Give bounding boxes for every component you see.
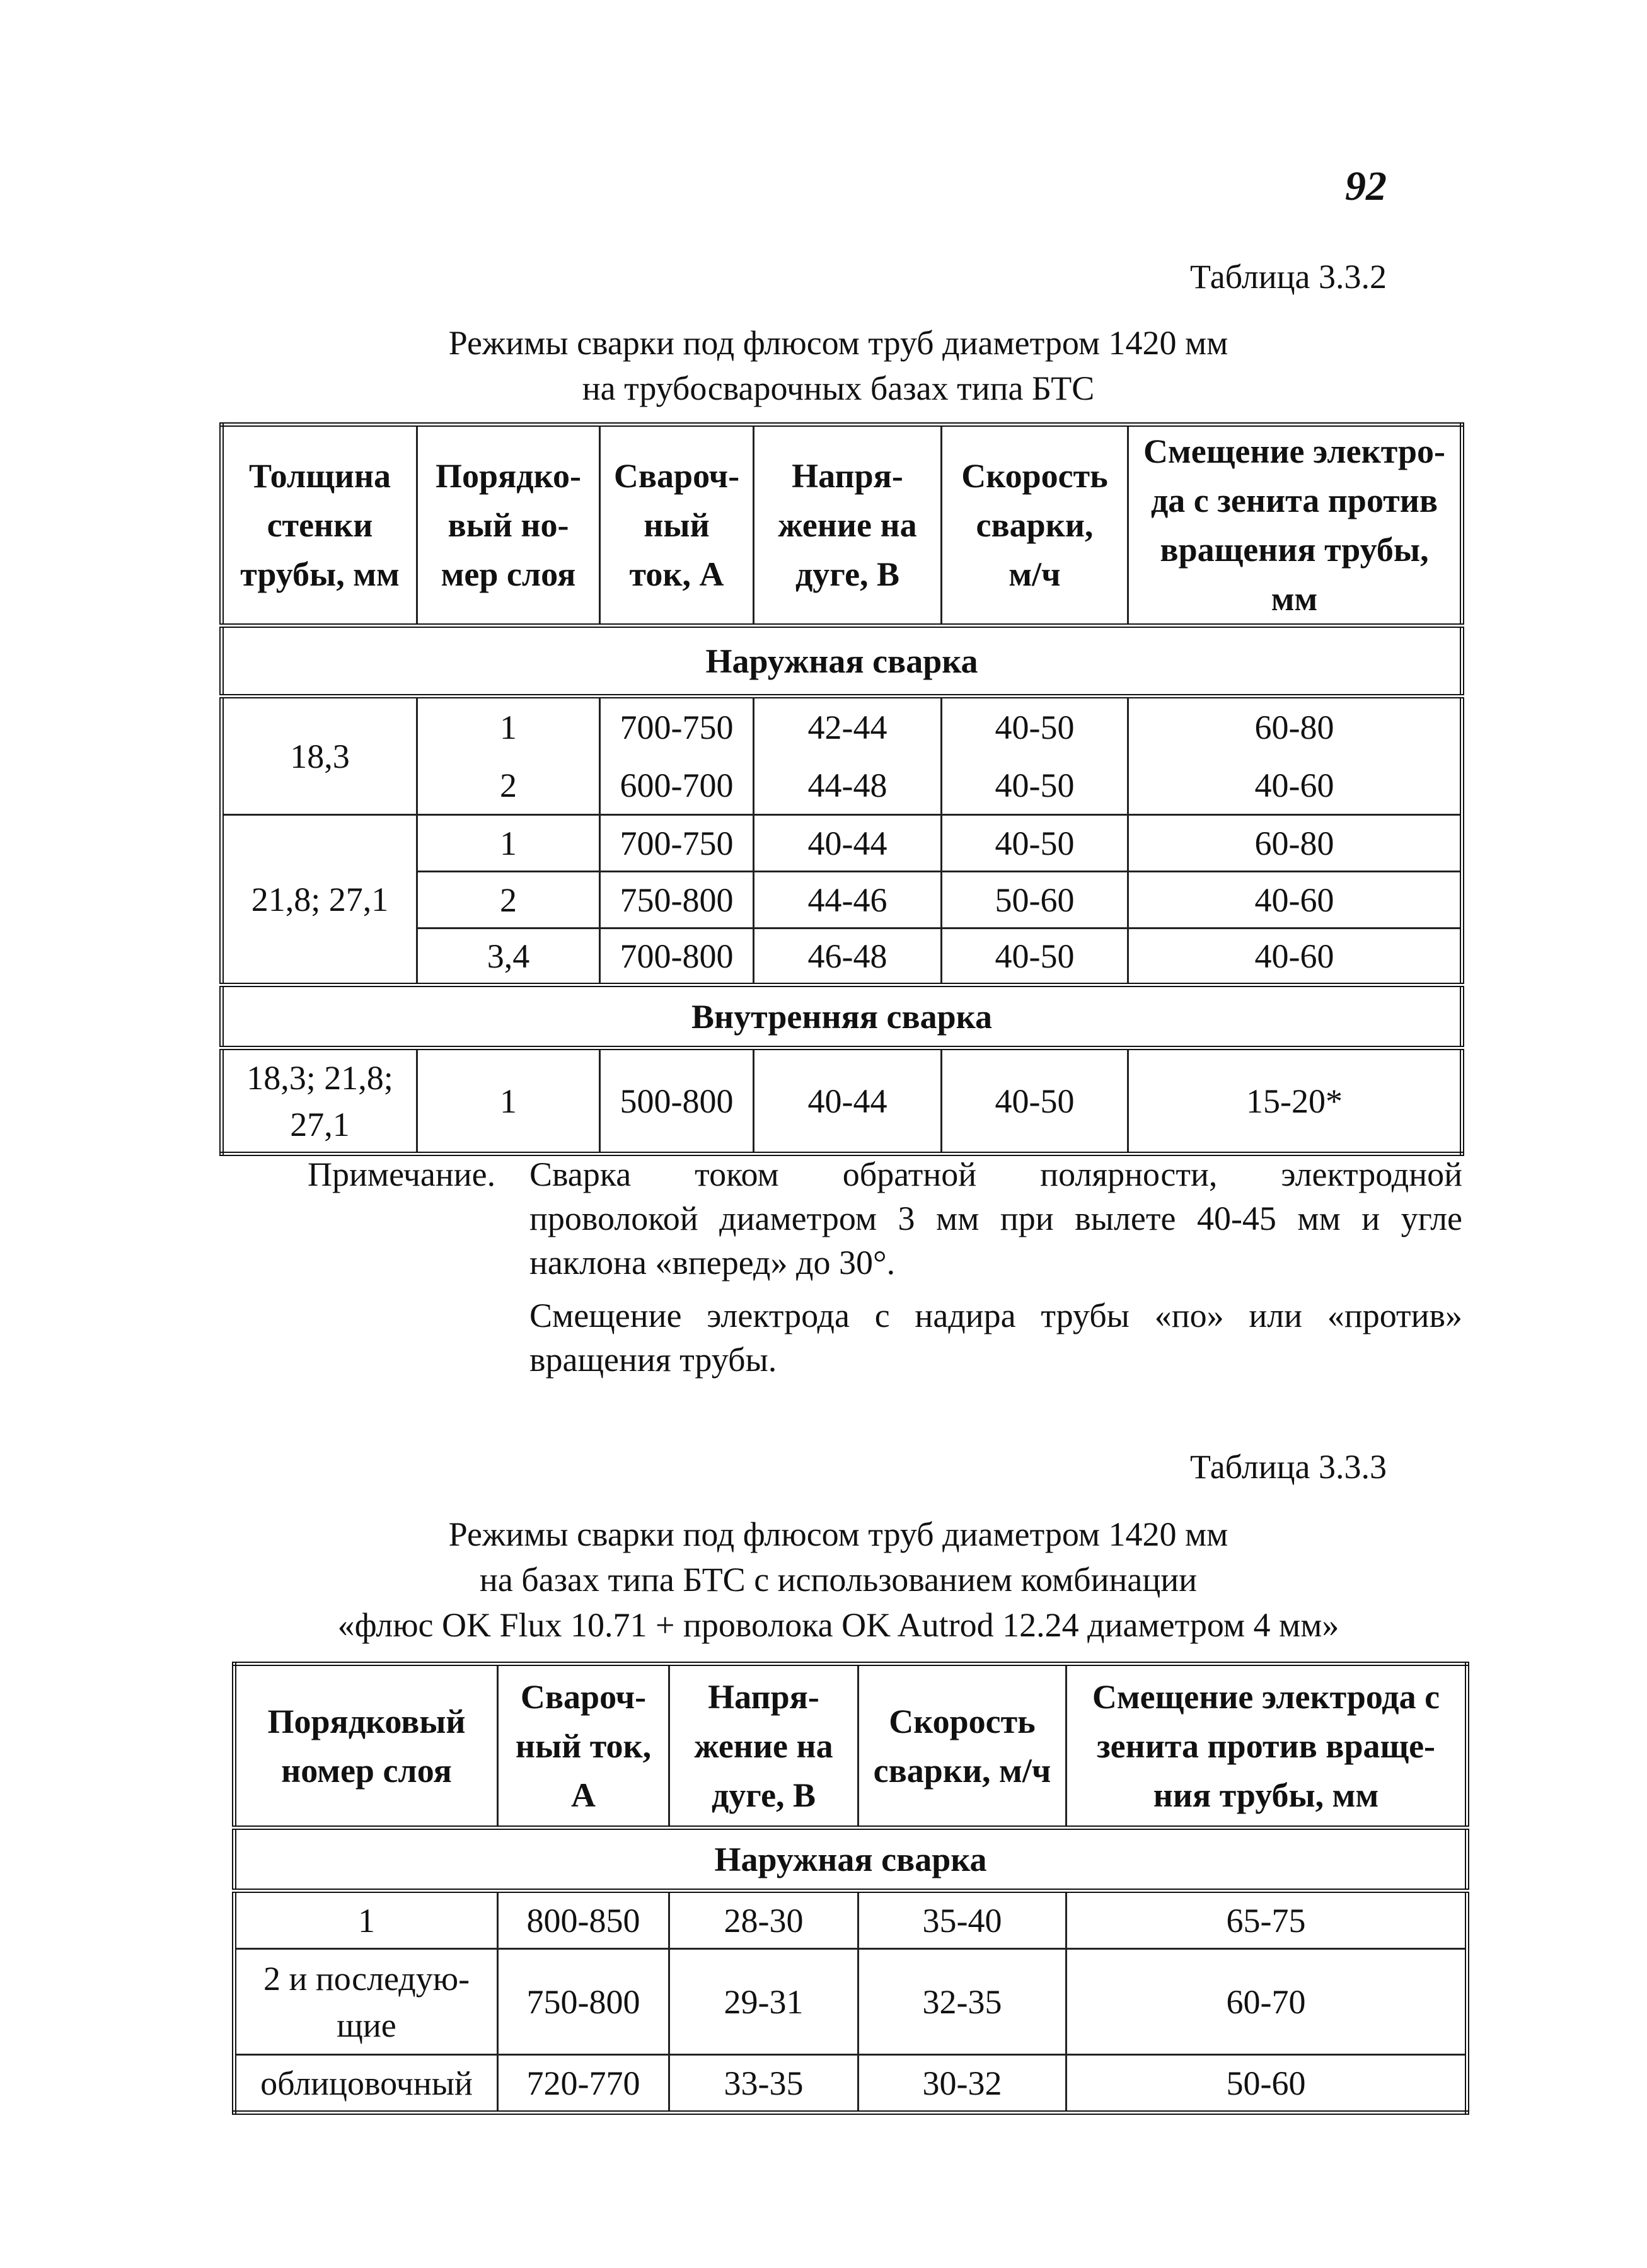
voltage-cell: 40-44 (754, 1048, 942, 1154)
speed-cell: 40-50 (942, 697, 1128, 757)
layer-cell: 2 (417, 757, 600, 815)
table-row (234, 1891, 1467, 1949)
speed-cell: 32-35 (858, 1949, 1066, 2055)
speed-cell: 40-50 (942, 1048, 1128, 1154)
header-row (234, 1664, 1467, 1828)
offset-cell: 60-80 (1128, 815, 1462, 872)
table-label: Таблица 3.3.3 (1190, 1448, 1387, 1486)
layer-cell: 1 (417, 697, 600, 757)
section-row (222, 626, 1462, 697)
offset-cell: 50-60 (1066, 2055, 1467, 2113)
column-header: Свароч- ный ток, А (600, 425, 754, 626)
layer-cell: 2 (417, 872, 600, 929)
layer-cell: 2 и последую- щие (234, 1949, 498, 2055)
current-cell: 700-750 (600, 697, 754, 757)
caption-line: на трубосварочных базах типа БТС (582, 369, 1095, 407)
offset-cell: 40-60 (1128, 929, 1462, 985)
welding-modes-table-2 (232, 1662, 1469, 2115)
caption-line: на базах типа БТС с использованием комбинации (479, 1561, 1198, 1599)
layer-cell: 1 (417, 815, 600, 872)
column-header: Порядко- вый но- мер слоя (417, 425, 600, 626)
section-row (222, 985, 1462, 1048)
note-line: вращения трубы. (529, 1341, 777, 1379)
table-row (222, 1048, 1462, 1154)
page-number: 92 (1345, 163, 1387, 209)
voltage-cell: 44-46 (754, 872, 942, 929)
caption-line: Режимы сварки под флюсом труб диаметром 1420 мм (448, 1515, 1228, 1553)
current-cell: 720-770 (498, 2055, 669, 2113)
table-row (234, 1949, 1467, 2055)
current-cell: 750-800 (498, 1949, 669, 2055)
offset-cell: 40-60 (1128, 872, 1462, 929)
column-header: Скорость сварки, м/ч (858, 1664, 1066, 1828)
current-cell: 500-800 (600, 1048, 754, 1154)
voltage-cell: 44-48 (754, 757, 942, 815)
current-cell: 750-800 (600, 872, 754, 929)
column-header: Толщина стенки трубы, мм (222, 425, 417, 626)
voltage-cell: 28-30 (669, 1891, 858, 1949)
speed-cell: 40-50 (942, 815, 1128, 872)
note-label: Примечание. (308, 1155, 496, 1193)
voltage-cell: 29-31 (669, 1949, 858, 2055)
speed-cell: 40-50 (942, 929, 1128, 985)
thickness-cell: 18,3 (222, 697, 417, 815)
table-label: Таблица 3.3.2 (1190, 258, 1387, 296)
offset-cell: 65-75 (1066, 1891, 1467, 1949)
layer-cell: 1 (234, 1891, 498, 1949)
caption-line: «флюс OK Flux 10.71 + проволока OK Autrod 12.24 диаметром 4 мм» (337, 1606, 1339, 1644)
thickness-cell: 21,8; 27,1 (222, 815, 417, 985)
thickness-cell: 18,3; 21,8; 27,1 (222, 1048, 417, 1154)
offset-cell: 15-20* (1128, 1048, 1462, 1154)
column-header: Смещение электро- да с зенита против вращения трубы, мм (1128, 425, 1462, 626)
header-row (222, 425, 1462, 626)
section-title: Наружная сварка (222, 626, 1462, 697)
section-title: Внутренняя сварка (222, 985, 1462, 1048)
column-header: Свароч- ный ток, А (498, 1664, 669, 1828)
welding-modes-table-1 (219, 422, 1464, 1156)
voltage-cell: 42-44 (754, 697, 942, 757)
note-line: Смещение электрода с надира трубы «по» или «против» (529, 1297, 1462, 1334)
offset-cell: 40-60 (1128, 757, 1462, 815)
section-row (234, 1828, 1467, 1891)
voltage-cell: 40-44 (754, 815, 942, 872)
offset-cell: 60-70 (1066, 1949, 1467, 2055)
layer-cell: 3,4 (417, 929, 600, 985)
table-caption (189, 1512, 1488, 1648)
voltage-cell: 46-48 (754, 929, 942, 985)
speed-cell: 40-50 (942, 757, 1128, 815)
current-cell: 700-800 (600, 929, 754, 985)
note-line: проволокой диаметром 3 мм при вылете 40-45 мм и угле (529, 1200, 1462, 1237)
section-title: Наружная сварка (234, 1828, 1467, 1891)
voltage-cell: 33-35 (669, 2055, 858, 2113)
table-row (234, 2055, 1467, 2113)
offset-cell: 60-80 (1128, 697, 1462, 757)
column-header: Напря- жение на дуге, В (754, 425, 942, 626)
speed-cell: 35-40 (858, 1891, 1066, 1949)
column-header: Смещение электрода с зенита против враще- ния трубы, мм (1066, 1664, 1467, 1828)
current-cell: 600-700 (600, 757, 754, 815)
layer-cell: 1 (417, 1048, 600, 1154)
current-cell: 700-750 (600, 815, 754, 872)
note-line: наклона «вперед» до 30°. (529, 1244, 896, 1282)
table-row (222, 815, 1462, 872)
note-line: Сварка током обратной полярности, электродной (529, 1155, 1462, 1193)
column-header: Скорость сварки, м/ч (942, 425, 1128, 626)
table-row (222, 697, 1462, 757)
caption-line: Режимы сварки под флюсом труб диаметром 1420 мм (448, 324, 1228, 362)
note-text (529, 1152, 1462, 1382)
speed-cell: 30-32 (858, 2055, 1066, 2113)
current-cell: 800-850 (498, 1891, 669, 1949)
layer-cell: облицовочный (234, 2055, 498, 2113)
speed-cell: 50-60 (942, 872, 1128, 929)
column-header: Порядковый номер слоя (234, 1664, 498, 1828)
table-caption (189, 320, 1488, 411)
column-header: Напря- жение на дуге, В (669, 1664, 858, 1828)
